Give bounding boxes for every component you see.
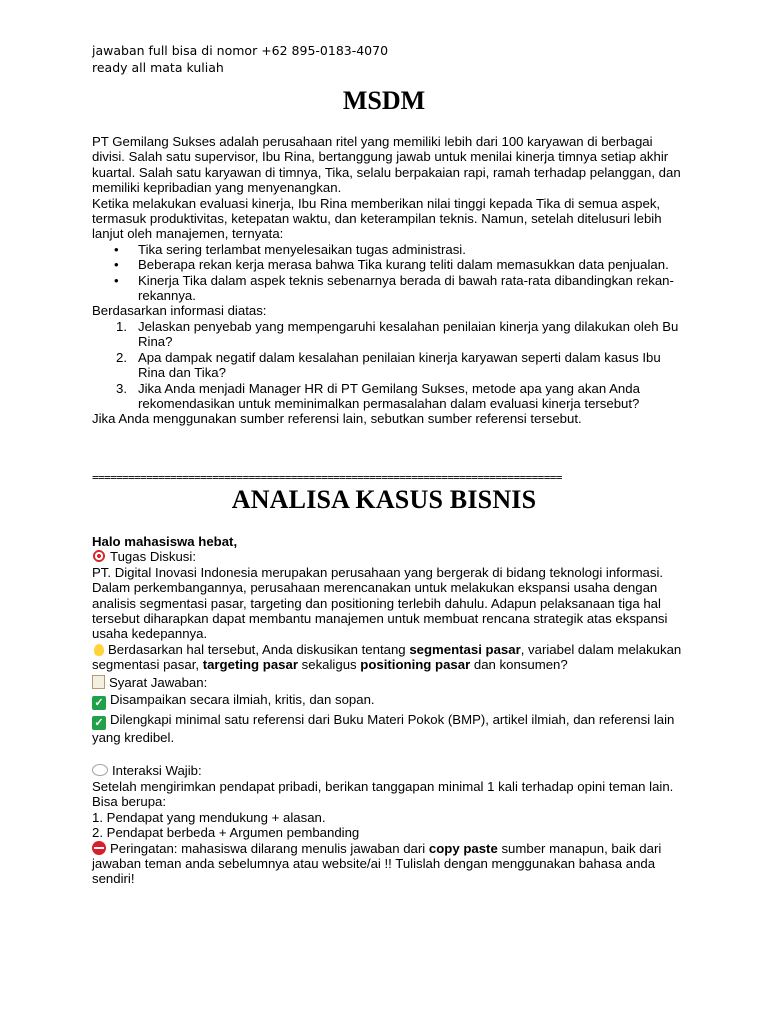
check-icon: ✓: [92, 716, 106, 730]
target-icon: [92, 549, 106, 563]
header-line-2: ready all mata kuliah: [92, 60, 224, 75]
akb-section: [92, 534, 682, 887]
findings-list: [92, 242, 682, 304]
list-item: • Beberapa rekan kerja merasa bahwa Tika kurang teliti dalam memasukkan data penjualan.: [92, 257, 682, 272]
akb-title: ANALISA KASUS BISNIS: [231, 485, 537, 514]
interaksi-heading: Interaksi Wajib:: [92, 763, 682, 778]
option-1: 1. Pendapat yang mendukung + alasan.: [92, 809, 326, 825]
memo-icon: [92, 675, 105, 689]
tugas-heading: Tugas Diskusi:: [92, 549, 682, 564]
no-entry-icon: [92, 841, 106, 855]
check-icon: ✓: [92, 696, 106, 710]
list-item: 3. Jika Anda menjadi Manager HR di PT Gemilang Sukses, metode apa yang akan Anda rekomendasikan untuk meminimalkan permasalahan dalam evaluasi kinerja tersebut?: [116, 380, 640, 411]
header-line-1: jawaban full bisa di nomor +62 895-0183-4070: [92, 43, 389, 58]
speech-bubble-icon: [92, 764, 108, 776]
section-separator: ==============================================================================: [92, 472, 562, 484]
msdm-section: [92, 134, 682, 427]
option-2: 2. Pendapat berbeda + Argumen pembanding: [92, 825, 360, 841]
list-item: 2. Apa dampak negatif dalam kesalahan penilaian kinerja karyawan seperti dalam kasus Ibu Rina dan Tika?: [116, 349, 661, 381]
questions-intro: Berdasarkan informasi diatas:: [92, 303, 267, 319]
list-item: • Kinerja Tika dalam aspek teknis sebenarnya berada di bawah rata-rata dibandingkan rekan-rekannya.: [92, 273, 682, 304]
list-item: 1. Jelaskan penyebab yang mempengaruhi kesalahan penilaian kinerja yang dilakukan oleh Bu Rina?: [116, 318, 679, 350]
syarat-item-2: ✓ Dilengkapi minimal satu referensi dari Buku Materi Pokok (BMP), artikel ilmiah, dan referensi lain yang kredibel.: [92, 712, 675, 746]
questions-list: [92, 319, 682, 411]
msdm-title: MSDM: [342, 86, 426, 115]
list-item: • Tika sering terlambat menyelesaikan tugas administrasi.: [92, 242, 682, 257]
warning-text: Peringatan: mahasiswa dilarang menulis jawaban dari copy paste sumber manapun, baik dari jawaban teman anda sebelumnya atau website/ai !! Tulislah dengan menggunakan bahasa anda sendiri!: [92, 840, 662, 887]
msdm-paragraph-2: Ketika melakukan evaluasi kinerja, Ibu Rina memberikan nilai tinggi kepada Tika di semua aspek, termasuk produktivitas, ketepatan waktu, dan keterampilan teknis. Namun, setelah ditelusuri lebih lanjut oleh manajemen, ternyata:: [92, 195, 662, 242]
syarat-item-1: ✓ Disampaikan secara ilmiah, kritis, dan sopan.: [92, 692, 682, 710]
msdm-closing: Jika Anda menggunakan sumber referensi lain, sebutkan sumber referensi tersebut.: [92, 411, 582, 427]
interaksi-text: Setelah mengirimkan pendapat pribadi, berikan tanggapan minimal 1 kali terhadap opini teman lain. Bisa berupa:: [92, 778, 674, 810]
syarat-heading: Syarat Jawaban:: [92, 675, 682, 690]
lightbulb-icon: [94, 644, 104, 656]
greeting: Halo mahasiswa hebat,: [92, 534, 238, 549]
msdm-paragraph-1: PT Gemilang Sukses adalah perusahaan ritel yang memiliki lebih dari 100 karyawan di berbagai divisi. Salah satu supervisor, Ibu Rina, bertanggung jawab untuk menilai kinerja timnya setiap akhir kuartal. Salah satu karyawan di timnya, Tika, selalu berpakaian rapi, ramah terhadap pelanggan, dan memiliki kepribadian yang menyenangkan.: [92, 134, 681, 196]
akb-paragraph-1: PT. Digital Inovasi Indonesia merupakan perusahaan yang bergerak di bidang teknologi informasi. Dalam perkembangannya, perusahaan merencanakan untuk melakukan ekspansi usaha dengan analisis segmentasi pasar, targeting dan positioning terlebih dahulu. Adapun pelaksanaan tiga hal tersebut diharapkan dapat membantu manajemen untuk membuat rencana strategik atas ekspansi usaha kedepannya.: [92, 564, 668, 642]
discussion-question: Berdasarkan hal tersebut, Anda diskusikan tentang segmentasi pasar, variabel dalam melakukan segmentasi pasar, targeting pasar sekaligus positioning pasar dan konsumen?: [92, 641, 682, 673]
contact-header: [92, 42, 388, 76]
